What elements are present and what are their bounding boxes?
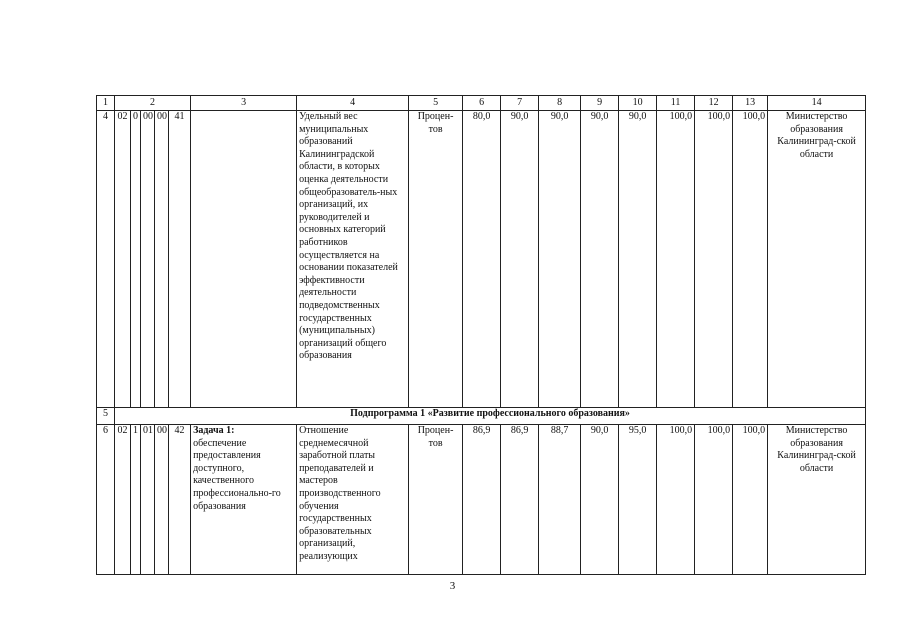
value-cell: 100,0 (657, 425, 695, 575)
task-cell (191, 111, 297, 408)
indicator-cell: Удельный вес муниципальных образований Калининградской области, в которых оценка деятельности общеобразователь-ных организаций, их руководителей и основных категорий работников осуществляется на основании показателей эффективности деятельности подведомственных государственных (муниципальных) организаций общего образования (297, 111, 409, 408)
header-col-6: 6 (463, 96, 501, 111)
header-col-12: 12 (695, 96, 733, 111)
header-col-7: 7 (501, 96, 539, 111)
header-col-4: 4 (297, 96, 409, 111)
value-cell: 100,0 (733, 111, 768, 408)
header-col-3: 3 (191, 96, 297, 111)
code-part: 01 (141, 425, 155, 575)
header-row (97, 96, 866, 111)
code-part: 00 (155, 111, 169, 408)
value-cell: 90,0 (581, 111, 619, 408)
code-part: 00 (141, 111, 155, 408)
header-col-11: 11 (657, 96, 695, 111)
code-part: 02 (115, 111, 131, 408)
value-cell: 90,0 (501, 111, 539, 408)
value-cell: 88,7 (539, 425, 581, 575)
header-col-14: 14 (768, 96, 866, 111)
value-cell: 90,0 (539, 111, 581, 408)
subprogram-title: Подпрограмма 1 «Развитие профессионального образования» (115, 408, 866, 425)
header-col-13: 13 (733, 96, 768, 111)
task-title: Задача 1: (193, 425, 235, 436)
responsible-cell: Министерство образования Калининград-ской области (768, 111, 866, 408)
code-part: 0 (131, 111, 141, 408)
header-col-10: 10 (619, 96, 657, 111)
value-cell: 95,0 (619, 425, 657, 575)
header-col-2: 2 (115, 96, 191, 111)
responsible-cell: Министерство образования Калининград-ской области (768, 425, 866, 575)
code-part: 42 (169, 425, 191, 575)
code-part: 41 (169, 111, 191, 408)
task-text: обеспечение предоставления доступного, качественного профессионально-го образования (193, 437, 281, 512)
header-col-8: 8 (539, 96, 581, 111)
indicators-table (96, 95, 866, 575)
code-part: 1 (131, 425, 141, 575)
table-row (97, 425, 866, 575)
value-cell: 100,0 (733, 425, 768, 575)
unit-cell: Процен-тов (409, 111, 463, 408)
task-cell (191, 425, 297, 575)
value-cell: 90,0 (619, 111, 657, 408)
subprogram-row (97, 408, 866, 425)
code-part: 02 (115, 425, 131, 575)
header-col-9: 9 (581, 96, 619, 111)
value-cell: 100,0 (695, 111, 733, 408)
value-cell: 86,9 (501, 425, 539, 575)
unit-cell: Процен-тов (409, 425, 463, 575)
indicator-cell: Отношение среднемесячной заработной платы преподавателей и мастеров производственного обучения государственных образовательных организаций, реализующих (297, 425, 409, 575)
value-cell: 90,0 (581, 425, 619, 575)
page-number: 3 (449, 580, 456, 592)
value-cell: 80,0 (463, 111, 501, 408)
header-col-1: 1 (97, 96, 115, 111)
row-number: 6 (97, 425, 115, 575)
value-cell: 100,0 (657, 111, 695, 408)
row-number: 5 (97, 408, 115, 425)
row-number: 4 (97, 111, 115, 408)
header-col-5: 5 (409, 96, 463, 111)
value-cell: 100,0 (695, 425, 733, 575)
value-cell: 86,9 (463, 425, 501, 575)
table-row (97, 111, 866, 408)
code-part: 00 (155, 425, 169, 575)
